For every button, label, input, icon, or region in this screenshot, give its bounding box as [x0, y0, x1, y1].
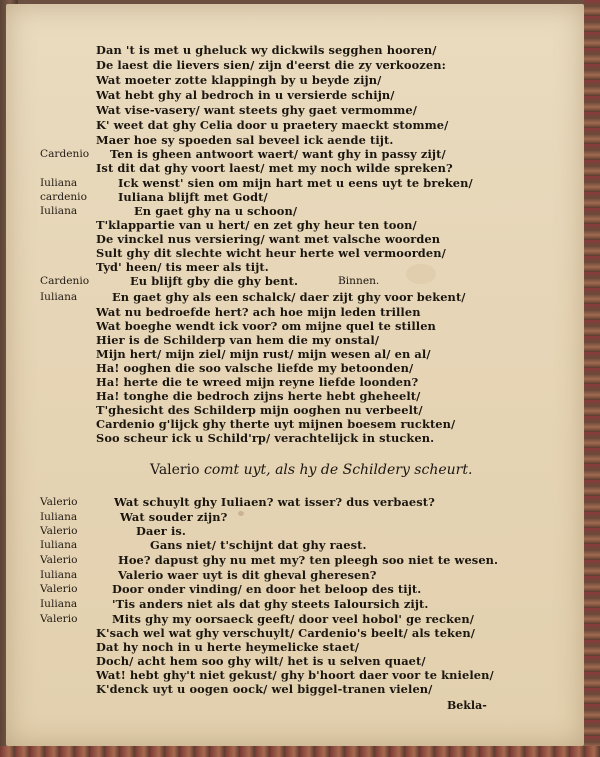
verse-line — [0, 44, 600, 58]
verse-line — [0, 390, 600, 404]
verse-line — [0, 177, 600, 191]
verse-text: K' weet dat ghy Celia door u praetery maeckt stomme/ — [96, 118, 449, 132]
verse-text: Ha! ooghen die soo valsche liefde my betoonden/ — [96, 361, 414, 375]
speaker-name: Valerio — [40, 613, 78, 625]
verse-line — [0, 233, 600, 247]
verse-line — [0, 348, 600, 362]
verse-text: Wat schuylt ghy Iuliaen? wat isser? dus verbaest? — [114, 495, 435, 509]
verse-text: Ha! tonghe die bedroch zijns herte hebt gheheelt/ — [96, 389, 421, 403]
verse-text: Valerio waer uyt is dit gheval gheresen? — [118, 568, 377, 582]
speaker-name: Iuliana — [40, 291, 78, 303]
verse-text: Wat boeghe wendt ick voor? om mijne quel te stillen — [96, 319, 436, 333]
speaker-name: Iuliana — [40, 539, 78, 551]
verse-line — [0, 525, 600, 539]
verse-line — [0, 569, 600, 583]
verse-text: K'sach wel wat ghy verschuylt/ Cardenio's beelt/ als teken/ — [96, 626, 476, 640]
verse-line — [0, 613, 600, 627]
speaker-name: Iuliana — [40, 177, 78, 189]
verse-text: Hier is de Schilderp van hem die my onstal/ — [96, 333, 380, 347]
stage-aside: Binnen. — [338, 275, 380, 287]
verse-line — [0, 275, 600, 289]
verse-text: Wat! hebt ghy't niet gekust/ ghy b'hoort daer voor te knielen/ — [96, 668, 494, 682]
speaker-name: Iuliana — [40, 569, 78, 581]
verse-text: En gaet ghy na u schoon/ — [134, 204, 298, 218]
verse-line — [0, 89, 600, 103]
verse-text: Eu blijft gby die ghy bent. — [130, 274, 299, 288]
speaker-name: Valerio — [40, 554, 78, 566]
verse-text: Iuliana blijft met Godt/ — [118, 190, 268, 204]
verse-line — [0, 511, 600, 525]
verse-line — [0, 148, 600, 162]
verse-line — [0, 334, 600, 348]
verse-line — [0, 261, 600, 275]
verse-text: Tyd' heen/ tis meer als tijt. — [96, 260, 269, 274]
verse-line — [0, 205, 600, 219]
verse-line — [0, 432, 600, 446]
verse-text: Ha! herte die te wreed mijn reyne liefde loonden? — [96, 375, 419, 389]
verse-line — [0, 134, 600, 148]
verse-text: 'Tis anders niet als dat ghy steets Ialoursich zijt. — [112, 597, 429, 611]
verse-line — [0, 306, 600, 320]
verse-text: T'klappartie van u hert/ en zet ghy heur ten toon/ — [96, 218, 417, 232]
speaker-name: cardenio — [40, 191, 87, 203]
verse-text: Dan 't is met u gheluck wy dickwils segghen hooren/ — [96, 43, 437, 57]
verse-line — [0, 554, 600, 568]
verse-line — [0, 655, 600, 669]
verse-text: Wat nu bedroefde hert? ach hoe mijn leden trillen — [96, 305, 421, 319]
binding-edge — [0, 746, 600, 757]
verse-text: Ist dit dat ghy voort laest/ met my noch wilde spreken? — [96, 161, 453, 175]
verse-line — [0, 627, 600, 641]
verse-line — [0, 404, 600, 418]
verse-line — [0, 418, 600, 432]
verse-text: Hoe? dapust ghy nu met my? ten pleegh soo niet te wesen. — [118, 553, 499, 567]
verse-line — [0, 598, 600, 612]
verse-text: De vinckel nus versiering/ want met valsche woorden — [96, 232, 441, 246]
verse-text: T'ghesicht des Schilderp mijn ooghen nu verbeelt/ — [96, 403, 423, 417]
speaker-name: Iuliana — [40, 205, 78, 217]
verse-text: Dat hy noch in u herte heymelicke staet/ — [96, 640, 360, 654]
verse-text: Wat hebt ghy al bedroch in u versierde schijn/ — [96, 88, 395, 102]
verse-text: Maer hoe sy spoeden sal beveel ick aende tijt. — [96, 133, 394, 147]
verse-text: Door onder vinding/ en door het beloop des tijt. — [112, 582, 422, 596]
speaker-name: Valerio — [40, 496, 78, 508]
verse-line — [0, 683, 600, 697]
verse-line — [0, 641, 600, 655]
verse-line — [0, 496, 600, 510]
verse-text: Wat vise-vasery/ want steets ghy gaet vermomme/ — [96, 103, 418, 117]
verse-line — [0, 669, 600, 683]
verse-text: Ick wenst' sien om mijn hart met u eens uyt te breken/ — [118, 176, 473, 190]
verse-text: Mijn hert/ mijn ziel/ mijn rust/ mijn wesen al/ en al/ — [96, 347, 431, 361]
verse-line — [0, 376, 600, 390]
verse-line — [0, 247, 600, 261]
stage-direction-text: comt uyt, als hy de Schildery scheurt. — [204, 462, 473, 478]
verse-text: En gaet ghy als een schalck/ daer zijt ghy voor bekent/ — [112, 290, 466, 304]
verse-text: Mits ghy my oorsaeck geeft/ door veel hobol' ge recken/ — [112, 612, 475, 626]
verse-line — [0, 362, 600, 376]
verse-line — [0, 320, 600, 334]
verse-text: Daer is. — [136, 524, 186, 538]
verse-text: Wat souder zijn? — [120, 510, 228, 524]
verse-text: Cardenio g'lijck ghy therte uyt mijnen boesem ruckten/ — [96, 417, 456, 431]
speaker-name: Cardenio — [40, 275, 90, 287]
verse-text: Ten is gheen antwoort waert/ want ghy in passy zijt/ — [110, 147, 446, 161]
speaker-name: Iuliana — [40, 598, 78, 610]
stage-direction-name: Valerio — [150, 462, 200, 478]
verse-text: Doch/ acht hem soo ghy wilt/ het is u selven quaet/ — [96, 654, 426, 668]
verse-line — [0, 119, 600, 133]
verse-text: Wat moeter zotte klappingh by u beyde zijn/ — [96, 73, 382, 87]
verse-line — [0, 191, 600, 205]
verse-line — [0, 291, 600, 305]
stage-direction — [150, 462, 472, 478]
speaker-name: Cardenio — [40, 148, 90, 160]
verse-text: Gans niet/ t'schijnt dat ghy raest. — [150, 538, 367, 552]
speaker-name: Valerio — [40, 583, 78, 595]
verse-line — [0, 583, 600, 597]
catchword: Bekla- — [447, 699, 487, 712]
verse-text: Sult ghy dit slechte wicht heur herte wel vermoorden/ — [96, 246, 446, 260]
verse-line — [0, 539, 600, 553]
speaker-name: Iuliana — [40, 511, 78, 523]
verse-text: Soo scheur ick u Schild'rp/ verachtelijck in stucken. — [96, 431, 435, 445]
verse-text: K'denck uyt u oogen oock/ wel biggel-tranen vielen/ — [96, 682, 433, 696]
verse-line — [0, 59, 600, 73]
verse-line — [0, 162, 600, 176]
verse-line — [0, 74, 600, 88]
verse-text: De laest die lievers sien/ zijn d'eerst die zy verkoozen: — [96, 58, 446, 72]
speaker-name: Valerio — [40, 525, 78, 537]
verse-line — [0, 104, 600, 118]
verse-line — [0, 219, 600, 233]
